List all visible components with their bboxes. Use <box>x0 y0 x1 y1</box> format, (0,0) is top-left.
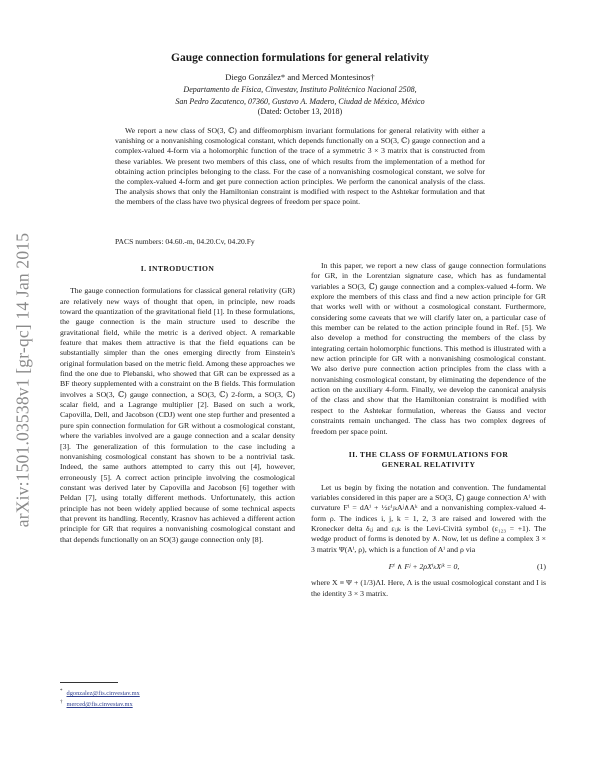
author-list: Diego González* and Merced Montesinos† <box>225 72 375 82</box>
affiliation-line: Departamento de Física, Cinvestav, Instituto Politécnico Nacional 2508, <box>183 85 417 94</box>
footnote-2: † merced@fis.cinvestav.mx <box>60 700 133 709</box>
email-link[interactable]: dgonzalez@fis.cinvestav.mx <box>66 690 140 698</box>
equation-number: (1) <box>536 561 546 571</box>
paper-title: Gauge connection formulations for general relativity <box>171 52 429 64</box>
body-paragraph: In this paper, we report a new class of gauge connection formulations for GR, in the Lorentzian signature case, which has as fundamental variables a SO(3, ℂ) gauge connection and a complex-valued 4-form. We explore the members of this class and find a new action principle for GR that works well with or without a cosmological constant. Furthermore, considering some caveats that we will clarify later on, a particular case of this member can be related to the action principle found in Ref. [5]. We also develop a method for constructing the members of the class by integrating certain holomorphic functions. This method is illustrated with a new action principle for GR with a nonvanishing cosmological constant. We also derive pure connection action principles from the class with a nonvanishing cosmological constant, by eliminating the dependence of the action on the auxiliary 4-form. Finally, we develop the canonical analysis of the class and show that the Hamiltonian constraint is modified with respect to the Ashtekar formulation, whereas the Gauss and vector constraints remain unchanged. The class has two complex degrees of freedom per space point. <box>311 261 546 436</box>
arxiv-stamp <box>10 195 36 565</box>
section-heading-line: II. THE CLASS OF FORMULATIONS FOR <box>348 449 509 459</box>
body-paragraph: The gauge connection formulations for classical general relativity (GR) are relatively new ways of thought that open, in principle, new roads toward the quantization of the gravitational field [1]. In these formulations, the gauge connection is the main structure used to describe the gravitational field, while the metric is a derived object. A remarkable feature that makes them attractive is that the field equations can be substantially simpler than the ones emerging directly from Einstein's original formulation based on the metric field. Among these approaches we find the one due to Plebanski, who showed that GR can be expressed as a BF theory supplemented with a constraint on the B fields. This formulation involves a SO(3, ℂ) gauge connection, a SO(3, ℂ) 2-form, a SO(3, ℂ) scalar field, and a Lagrange multiplier [2]. Based on such a work, Capovilla, Dell, and Jacobson (CDJ) went one step further and presented a pure spin connection formulation for GR without a cosmological constant, where the variables involved are a gauge connection and a scalar density [3]. The generalization of this formulation to the case including a nonvanishing cosmological constant has shown to be a nontrivial task. Indeed, the same authors attempted to carry this out [4], however, erroneously [5]. A correct action principle involving the cosmological constant was derived later by Capovilla and Jacobson [6] together with Peldan [7], using totally different methods. Unfortunately, this action principle has not been widely applied because of some technical aspects that prevent its handling. Recently, Krasnov has achieved a different action principle for GR that requires a nonvanishing cosmological constant and that depends functionally on an SO(3) gauge connection only [8]. <box>60 286 295 544</box>
pacs-numbers: PACS numbers: 04.60.-m, 04.20.Cv, 04.20.Fy <box>115 237 255 246</box>
body-paragraph: where X ≡ Ψ + (1/3)ΛI. Here, Λ is the usual cosmological constant and I is the identity 3 × 3 matrix. <box>311 578 546 598</box>
arxiv-stamp-text: arXiv:1501.03538v1 [gr-qc] 14 Jan 2015 <box>12 232 33 528</box>
dated-line: (Dated: October 13, 2018) <box>257 107 343 116</box>
footnote-1: * dgonzalez@fis.cinvestav.mx <box>60 689 140 698</box>
equation-body: Fⁱ ∧ Fʲ + 2ρXⁱₖXʲᵏ = 0, <box>388 561 460 571</box>
left-column <box>60 264 295 545</box>
abstract: We report a new class of SO(3, ℂ) and diffeomorphism invariant formulations for general relativity with either a vanishing or a nonvanishing cosmological constant, which depends functionally on a SO(3, ℂ) gauge connection and a complex-valued 4-form via a holomorphic function of the trace of a symmetric 3 × 3 matrix that is constructed from these variables. We present two members of this class, one of which results from the implementation of a method for obtaining action principles belonging to the class. For the case of a nonvanishing cosmological constant, we solve for the complex-valued 4-form and get pure connection action principles. We perform the canonical analysis of the class. The analysis shows that only the Hamiltonian constraint is modified with respect to the Ashtekar formulation and that the members of the class have two physical degrees of freedom per space point. <box>115 126 485 207</box>
section-heading-class-of-formulations <box>311 450 546 471</box>
section-heading-introduction: I. INTRODUCTION <box>140 264 215 273</box>
equation-1 <box>311 562 546 572</box>
body-paragraph: Let us begin by fixing the notation and convention. The fundamental variables considered in this paper are a SO(3, ℂ) gauge connection Aⁱ with curvature Fⁱ = dAⁱ + ½εⁱⱼₖAʲ∧Aᵏ and a nonvanishing complex-valued 4-form ρ. The indices i, j, k = 1, 2, 3 are raised and lowered with the Kronecker delta δᵢⱼ and εᵢⱼₖ is the Levi-Cività symbol (ε₁₂₃ = +1). The wedge product of forms is denoted by ∧. Now, let us define a complex 3 × 3 matrix Ψ(Aⁱ, ρ), which is a function of Aⁱ and ρ via <box>311 482 546 554</box>
footnote-rule <box>60 682 118 683</box>
affiliation-line: San Pedro Zacatenco, 07360, Gustavo A. Madero, Ciudad de México, México <box>175 96 425 106</box>
affiliation <box>60 84 540 107</box>
section-heading-line: GENERAL RELATIVITY <box>381 460 476 470</box>
right-column <box>311 261 546 599</box>
footnotes <box>60 687 140 709</box>
email-link[interactable]: merced@fis.cinvestav.mx <box>66 701 133 709</box>
